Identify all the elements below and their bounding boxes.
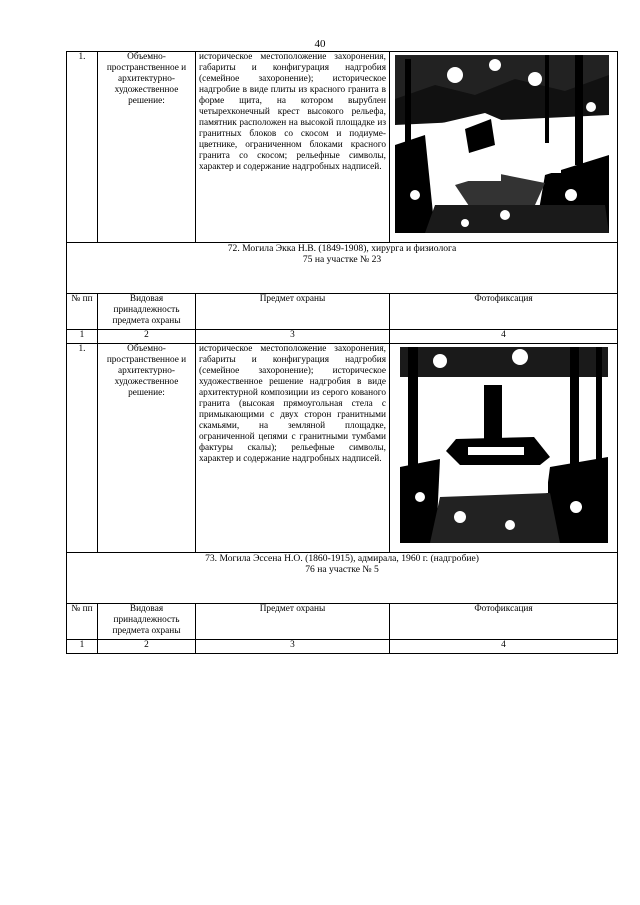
- header-num: № пп: [67, 604, 98, 640]
- section-title: [67, 243, 618, 294]
- table-header-row: [67, 294, 618, 330]
- header-type: Видовая принадлежность предмета охраны: [98, 604, 196, 640]
- table-row: [67, 52, 618, 243]
- header-photo: Фотофиксация: [390, 604, 618, 640]
- protection-subject: историческое местоположение захоронения, габариты и конфигурация надгробия (семейное захоронение); историческое художественное решение надгробия в виде архитектурной композиции из серого кованого гранита (высокая прямоугольная стела с примыкающими с двух сторон гранитными скамьями, на земляной площадке, ограниченной цепями с гранитными тумбами фактуры скалы); рельефные символы, характер и содержание надгробных надписей.: [196, 344, 390, 553]
- grave-photo: [390, 347, 617, 543]
- index-row: [67, 330, 618, 344]
- index-cell: 4: [390, 640, 618, 654]
- index-cell: 3: [196, 330, 390, 344]
- section-title-row: [67, 553, 618, 604]
- section-title-line2: 75 на участке № 23: [302, 254, 382, 265]
- protection-table: [66, 51, 618, 654]
- row-number: 1.: [67, 52, 98, 243]
- grave-photo: [390, 55, 617, 233]
- table-row: [67, 344, 618, 553]
- index-cell: 2: [98, 330, 196, 344]
- protection-subject: историческое местоположение захоронения, габариты и конфигурация надгробия (семейное захоронение); историческое надгробие в виде плиты из красного гранита в форме щита, на котором вырублен четырехконечный крест высокого рельефа, памятник расположен на высокой площадке из гранитных блоков со скосом и подиуме-цветнике, ограниченном блоками красного гранита со скосом; рельефные символы, характер и содержание надгробных надписей.: [196, 52, 390, 243]
- header-type: Видовая принадлежность предмета охраны: [98, 294, 196, 330]
- index-cell: 2: [98, 640, 196, 654]
- section-title-line1: 73. Могила Эссена Н.О. (1860-1915), адмирала, 1960 г. (надгробие): [205, 553, 479, 564]
- photo-cell: [390, 52, 618, 243]
- section-title-row: [67, 243, 618, 294]
- header-subject: Предмет охраны: [196, 604, 390, 640]
- section-title-line2: 76 на участке № 5: [305, 564, 379, 575]
- section-title-line1: 72. Могила Экка Н.В. (1849-1908), хирурга и физиолога: [227, 243, 457, 254]
- header-num: № пп: [67, 294, 98, 330]
- index-cell: 3: [196, 640, 390, 654]
- row-number: 1.: [67, 344, 98, 553]
- header-subject: Предмет охраны: [196, 294, 390, 330]
- protection-type: Объемно-пространственное и архитектурно-художественное решение:: [98, 344, 196, 553]
- page-number: 40: [314, 38, 326, 50]
- index-row: [67, 640, 618, 654]
- index-cell: 1: [67, 330, 98, 344]
- index-cell: 4: [390, 330, 618, 344]
- photo-cell: [390, 344, 618, 553]
- table-header-row: [67, 604, 618, 640]
- index-cell: 1: [67, 640, 98, 654]
- section-title: [67, 553, 618, 604]
- protection-type: Объемно-пространственное и архитектурно-художественное решение:: [98, 52, 196, 243]
- header-photo: Фотофиксация: [390, 294, 618, 330]
